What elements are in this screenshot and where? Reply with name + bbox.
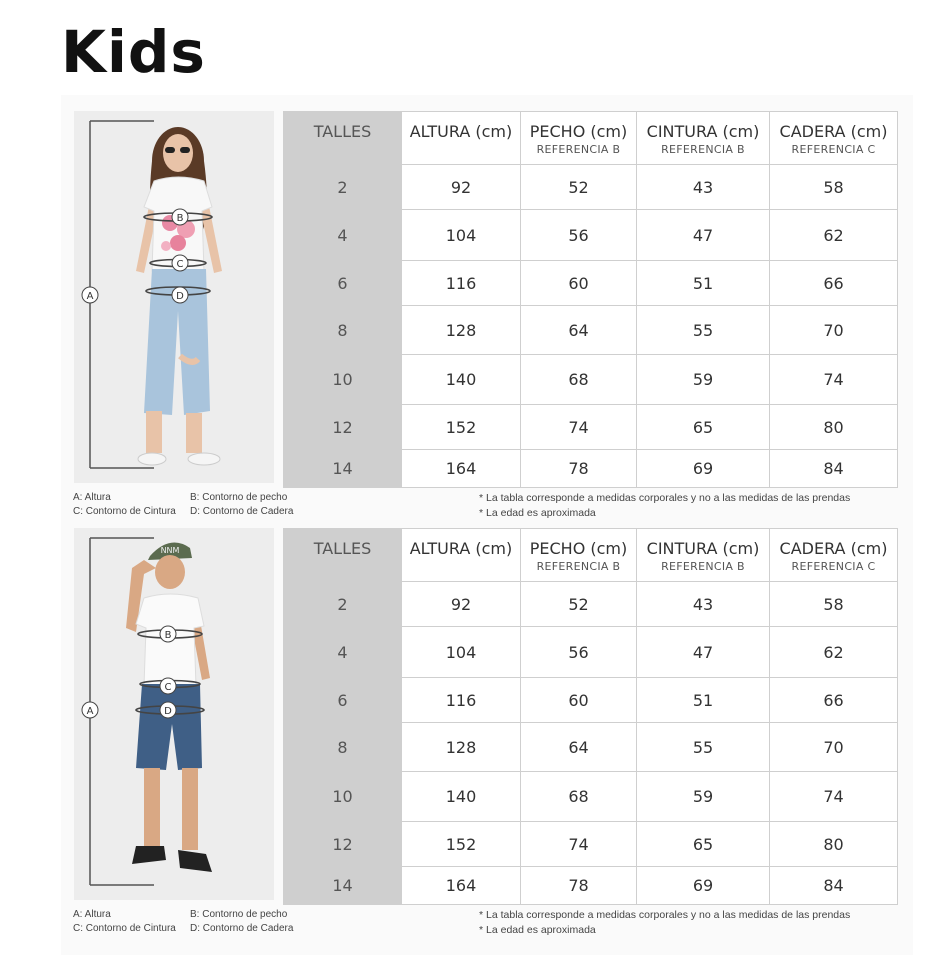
cadera-cell: 62: [770, 627, 898, 678]
size-table: [283, 528, 898, 905]
cadera-cell: 80: [770, 405, 898, 450]
altura-cell: 128: [402, 723, 521, 772]
altura-cell: 140: [402, 772, 521, 822]
table-row: [284, 405, 898, 450]
cadera-cell: 74: [770, 355, 898, 405]
header-cadera: CADERA (cm) REFERENCIA C: [770, 112, 898, 165]
size-table: [283, 111, 898, 488]
marker-d: D: [164, 706, 172, 717]
cintura-cell: 47: [637, 627, 770, 678]
marker-b: B: [164, 630, 172, 641]
pecho-cell: 78: [521, 867, 637, 905]
page-title: Kids: [61, 18, 206, 86]
cintura-cell: 65: [637, 405, 770, 450]
marker-c: C: [176, 259, 184, 270]
pecho-cell: 74: [521, 822, 637, 867]
altura-cell: 152: [402, 405, 521, 450]
note-approx-age: * La edad es aproximada: [479, 507, 596, 519]
cintura-cell: 69: [637, 867, 770, 905]
cadera-cell: 74: [770, 772, 898, 822]
legend-d: D: Contorno de Cadera: [190, 923, 294, 934]
note-body-measurements: * La tabla corresponde a medidas corporales y no a las medidas de las prendas: [479, 909, 851, 921]
pecho-cell: 56: [521, 627, 637, 678]
header-cintura: CINTURA (cm) REFERENCIA B: [637, 529, 770, 582]
cadera-cell: 70: [770, 723, 898, 772]
legend-c: C: Contorno de Cintura: [73, 506, 176, 517]
cintura-cell: 43: [637, 165, 770, 210]
header-row: [284, 112, 898, 165]
size-block-girl: [61, 95, 913, 519]
size-cell: 14: [284, 450, 402, 488]
size-cell: 4: [284, 627, 402, 678]
cadera-cell: 66: [770, 261, 898, 306]
legend-b: B: Contorno de pecho: [190, 909, 288, 920]
altura-cell: 104: [402, 210, 521, 261]
cadera-cell: 84: [770, 450, 898, 488]
header-talles: TALLES: [284, 529, 402, 582]
altura-cell: 164: [402, 450, 521, 488]
header-pecho: PECHO (cm) REFERENCIA B: [521, 529, 637, 582]
table-row: [284, 306, 898, 355]
altura-cell: 92: [402, 165, 521, 210]
pecho-cell: 64: [521, 723, 637, 772]
altura-cell: 152: [402, 822, 521, 867]
size-cell: 14: [284, 867, 402, 905]
marker-a: A: [86, 706, 94, 717]
cintura-cell: 51: [637, 678, 770, 723]
size-cell: 12: [284, 405, 402, 450]
cadera-cell: 80: [770, 822, 898, 867]
altura-cell: 140: [402, 355, 521, 405]
note-approx-age: * La edad es aproximada: [479, 924, 596, 936]
table-row: [284, 678, 898, 723]
size-cell: 4: [284, 210, 402, 261]
cadera-cell: 62: [770, 210, 898, 261]
altura-cell: 92: [402, 582, 521, 627]
legend-a: A: Altura: [73, 909, 111, 920]
table-row: [284, 165, 898, 210]
pecho-cell: 68: [521, 355, 637, 405]
girl-model-photo: [74, 111, 274, 483]
note-body-measurements: * La tabla corresponde a medidas corporales y no a las medidas de las prendas: [479, 492, 851, 504]
size-cell: 12: [284, 822, 402, 867]
cadera-cell: 58: [770, 582, 898, 627]
cintura-cell: 65: [637, 822, 770, 867]
pecho-cell: 64: [521, 306, 637, 355]
size-cell: 6: [284, 261, 402, 306]
table-row: [284, 822, 898, 867]
legend-c: C: Contorno de Cintura: [73, 923, 176, 934]
cap-logo: NNM: [160, 546, 180, 555]
header-cadera: CADERA (cm) REFERENCIA C: [770, 529, 898, 582]
marker-d: D: [176, 291, 184, 302]
cintura-cell: 43: [637, 582, 770, 627]
altura-cell: 116: [402, 261, 521, 306]
cadera-cell: 58: [770, 165, 898, 210]
cintura-cell: 47: [637, 210, 770, 261]
cadera-cell: 84: [770, 867, 898, 905]
table-row: [284, 723, 898, 772]
altura-cell: 128: [402, 306, 521, 355]
altura-cell: 116: [402, 678, 521, 723]
pecho-cell: 78: [521, 450, 637, 488]
marker-b: B: [176, 213, 184, 224]
header-talles: TALLES: [284, 112, 402, 165]
table-row: [284, 261, 898, 306]
marker-a: A: [86, 291, 94, 302]
pecho-cell: 56: [521, 210, 637, 261]
pecho-cell: 60: [521, 678, 637, 723]
cintura-cell: 59: [637, 772, 770, 822]
cintura-cell: 51: [637, 261, 770, 306]
table-row: [284, 210, 898, 261]
header-altura: ALTURA (cm): [402, 112, 521, 165]
pecho-cell: 52: [521, 582, 637, 627]
measurement-legend: [73, 908, 293, 936]
pecho-cell: 52: [521, 165, 637, 210]
header-row: [284, 529, 898, 582]
size-cell: 8: [284, 723, 402, 772]
size-cell: 10: [284, 355, 402, 405]
cintura-cell: 55: [637, 306, 770, 355]
legend-a: A: Altura: [73, 492, 111, 503]
cintura-cell: 55: [637, 723, 770, 772]
altura-cell: 164: [402, 867, 521, 905]
table-row: [284, 355, 898, 405]
legend-d: D: Contorno de Cadera: [190, 506, 294, 517]
legend-b: B: Contorno de pecho: [190, 492, 288, 503]
boy-model-photo: [74, 528, 274, 900]
cadera-cell: 66: [770, 678, 898, 723]
table-row: [284, 627, 898, 678]
pecho-cell: 74: [521, 405, 637, 450]
cintura-cell: 59: [637, 355, 770, 405]
cadera-cell: 70: [770, 306, 898, 355]
size-cell: 2: [284, 165, 402, 210]
header-pecho: PECHO (cm) REFERENCIA B: [521, 112, 637, 165]
header-cintura: CINTURA (cm) REFERENCIA B: [637, 112, 770, 165]
altura-cell: 104: [402, 627, 521, 678]
pecho-cell: 68: [521, 772, 637, 822]
size-cell: 10: [284, 772, 402, 822]
size-cell: 2: [284, 582, 402, 627]
size-block-boy: [61, 512, 913, 936]
table-row: [284, 867, 898, 905]
marker-c: C: [164, 682, 172, 693]
size-cell: 6: [284, 678, 402, 723]
table-row: [284, 450, 898, 488]
pecho-cell: 60: [521, 261, 637, 306]
header-altura: ALTURA (cm): [402, 529, 521, 582]
cintura-cell: 69: [637, 450, 770, 488]
table-row: [284, 582, 898, 627]
table-row: [284, 772, 898, 822]
size-chart-card: [61, 95, 913, 955]
size-notes: [479, 908, 850, 938]
size-cell: 8: [284, 306, 402, 355]
